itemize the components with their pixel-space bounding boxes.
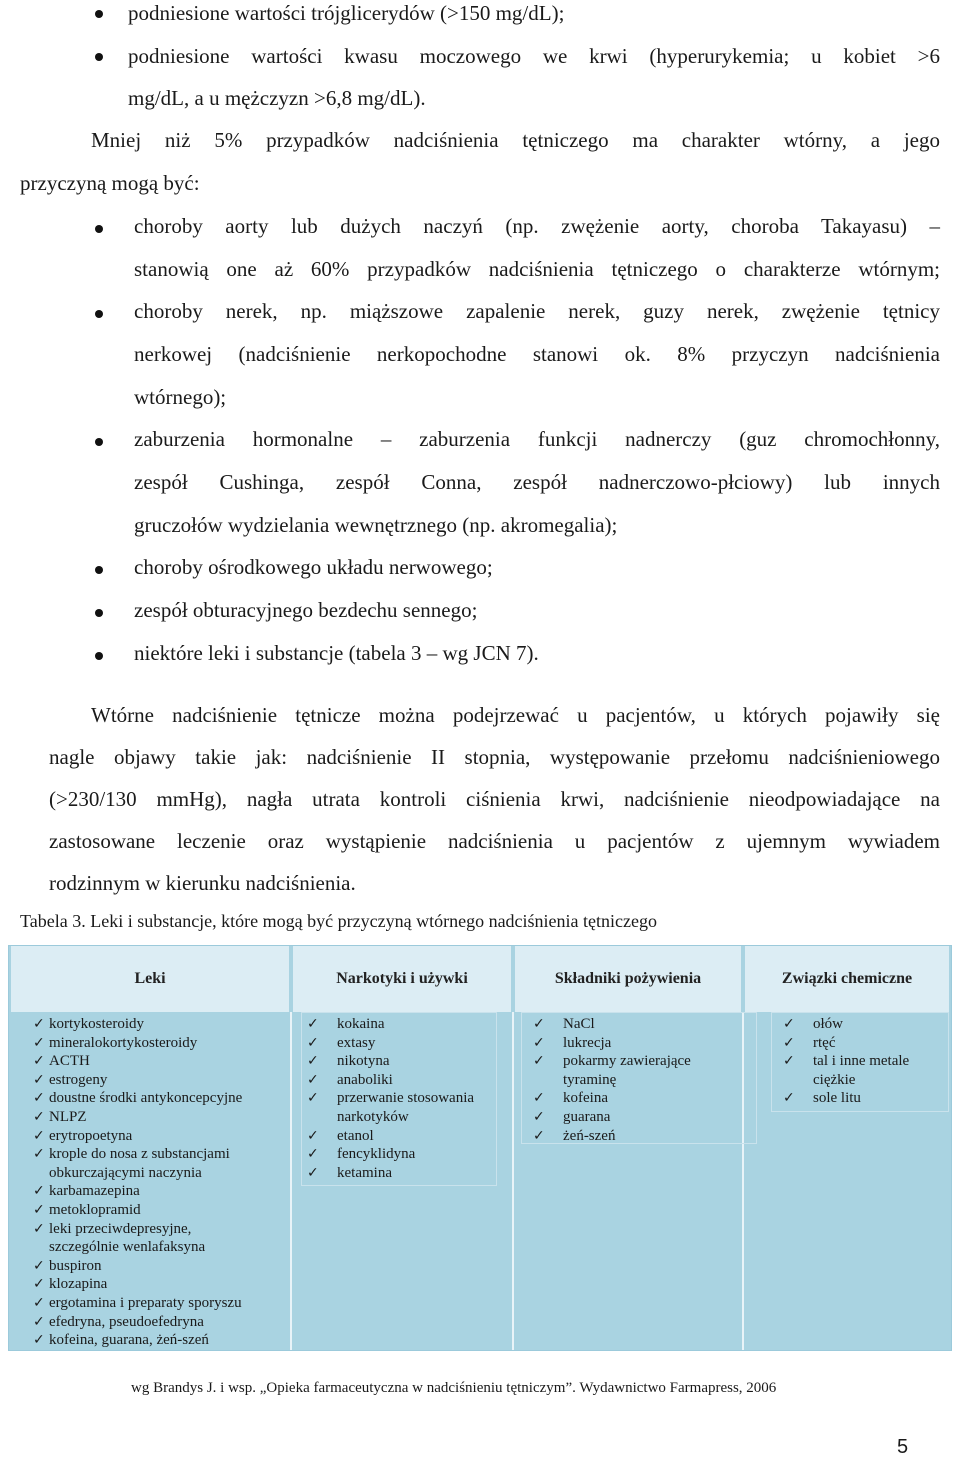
table-item-text: guarana (563, 1108, 611, 1125)
table-list-item (33, 1015, 285, 1034)
paragraph-line: (>230/130 mmHg), nagła utrata kontroli ciśnienia krwi, nadciśnienie nieodpowiadające na (49, 787, 940, 811)
table-item-text: ciężkie (813, 1071, 856, 1088)
column-narkotyki-list (307, 1015, 507, 1182)
checkmark-icon: ✓ (307, 1127, 319, 1144)
cause-text: zaburzenia hormonalne – zaburzenia funkcji nadnerczy (guz chromochłonny, (134, 427, 940, 451)
checkmark-icon: ✓ (33, 1071, 45, 1088)
paragraph-line: zastosowane leczenie oraz wystąpienie nadciśnienia u pacjentów z ujemnym wywiadem (49, 829, 940, 853)
column-divider (290, 1012, 292, 1350)
table-list-item (33, 1257, 285, 1276)
table-item-text: ketamina (337, 1164, 392, 1181)
checkmark-icon: ✓ (533, 1090, 545, 1107)
table-list-item (533, 1089, 743, 1108)
table-item-text: etanol (337, 1127, 374, 1144)
table-header-leki: Leki (11, 946, 289, 1012)
substances-table (8, 945, 952, 1351)
table-item-text: narkotyków (337, 1108, 409, 1125)
cause-text: nerkowej (nadciśnienie nerkopochodne stanowi ok. 8% przyczyn nadciśnienia (134, 342, 940, 366)
cause-text: zespół Cushinga, zespół Conna, zespół nadnerczowo-płciowy) lub innych (134, 470, 940, 494)
checkmark-icon: ✓ (307, 1053, 319, 1070)
checkmark-icon: ✓ (33, 1146, 45, 1163)
table-item-text: rtęć (813, 1034, 836, 1051)
intro-line: przyczyną mogą być: (20, 171, 200, 195)
table-item-text: kokaina (337, 1016, 385, 1032)
table-header-zwiazki: Związki chemiczne (745, 946, 949, 1012)
checkmark-icon: ✓ (33, 1294, 45, 1311)
table-list-item (307, 1015, 507, 1034)
checkmark-icon: ✓ (33, 1090, 45, 1107)
table-list-item (307, 1089, 507, 1126)
table-header-narkotyki: Narkotyki i używki (293, 946, 511, 1012)
table-item-text: przerwanie stosowania (337, 1090, 475, 1107)
table-list-item (307, 1034, 507, 1053)
bullet-dot (95, 566, 103, 574)
intro-line: Mniej niż 5% przypadków nadciśnienia tętniczego ma charakter wtórny, a jego (91, 128, 940, 152)
table-item-text: ergotamina i preparaty sporyszu (49, 1294, 242, 1311)
table-list-item (33, 1313, 285, 1332)
table-item-text: kortykosteroidy (49, 1016, 144, 1032)
table-item-text: ACTH (49, 1053, 90, 1070)
checkmark-icon: ✓ (307, 1034, 319, 1051)
table-item-text: doustne środki antykoncepcyjne (49, 1090, 243, 1107)
checkmark-icon: ✓ (33, 1127, 45, 1144)
checkmark-icon: ✓ (533, 1127, 545, 1144)
table-item-text: tal i inne metale (813, 1053, 910, 1070)
checkmark-icon: ✓ (33, 1220, 45, 1237)
cause-text: stanowią one aż 60% przypadków nadciśnienia tętniczego o charakterze wtórnym; (134, 257, 940, 281)
table-header-skladniki: Składniki pożywienia (515, 946, 741, 1012)
table-item-text: kofeina, guarana, żeń-szeń (49, 1332, 209, 1349)
table-item-text: szczególnie wenlafaksyna (49, 1239, 206, 1256)
table-list-item (307, 1145, 507, 1164)
paragraph-line: nagle objawy takie jak: nadciśnienie II stopnia, występowanie przełomu nadciśnieniowego (49, 745, 940, 769)
table-list-item (33, 1201, 285, 1220)
table-item-text: nikotyna (337, 1053, 390, 1070)
table-item-text: ołów (813, 1016, 843, 1032)
bullet-dot (95, 53, 103, 61)
bullet-dot (95, 438, 103, 446)
table-item-text: żeń-szeń (563, 1127, 616, 1144)
table-list-item (33, 1331, 285, 1350)
bullet-dot (95, 609, 103, 617)
table-item-text: pokarmy zawierające (563, 1053, 691, 1070)
column-skladniki-list (533, 1015, 743, 1145)
table-list-item (33, 1052, 285, 1071)
bullet-dot (95, 652, 103, 660)
paragraph-line: Wtórne nadciśnienie tętnicze można podejrzewać u pacjentów, u których pojawiły się (91, 703, 940, 727)
checkmark-icon: ✓ (533, 1034, 545, 1051)
table-item-text: kofeina (563, 1090, 608, 1107)
table-item-text: obkurczającymi naczynia (49, 1164, 202, 1181)
table-item-text: klozapina (49, 1276, 108, 1293)
checkmark-icon: ✓ (307, 1071, 319, 1088)
table-source: wg Brandys J. i wsp. „Opieka farmaceutyczna w nadciśnieniu tętniczym”. Wydawnictwo Farmapress, 2006 (131, 1380, 777, 1396)
table-list-item (307, 1052, 507, 1071)
table-item-text: krople do nosa z substancjami (49, 1146, 230, 1163)
cause-text: choroby aorty lub dużych naczyń (np. zwężenie aorty, choroba Takayasu) – (134, 214, 940, 238)
table-list-item (33, 1071, 285, 1090)
cause-text: niektóre leki i substancje (tabela 3 – wg JCN 7). (134, 641, 539, 665)
table-list-item (783, 1034, 943, 1053)
table-list-item (33, 1182, 285, 1201)
table-list-item (783, 1052, 943, 1089)
table-item-text: leki przeciwdepresyjne, (49, 1220, 192, 1237)
table-item-text: metoklopramid (49, 1201, 141, 1218)
checkmark-icon: ✓ (33, 1257, 45, 1274)
checkmark-icon: ✓ (533, 1053, 545, 1070)
checkmark-icon: ✓ (33, 1313, 45, 1330)
checkmark-icon: ✓ (307, 1016, 319, 1032)
table-item-text: efedryna, pseudoefedryna (49, 1313, 204, 1330)
bullet-dot (95, 225, 103, 233)
table-list-item (533, 1108, 743, 1127)
table-list-item (533, 1127, 743, 1146)
table-list-item (33, 1127, 285, 1146)
checkmark-icon: ✓ (783, 1034, 795, 1051)
table-list-item (533, 1034, 743, 1053)
bullet-dot (95, 10, 103, 18)
table-item-text: extasy (337, 1034, 376, 1051)
table-list-item (307, 1071, 507, 1090)
table-item-text: NaCl (563, 1016, 595, 1032)
paragraph-line: rodzinnym w kierunku nadciśnienia. (49, 871, 356, 895)
checkmark-icon: ✓ (33, 1108, 45, 1125)
table-item-text: tyraminę (563, 1071, 617, 1088)
table-item-text: estrogeny (49, 1071, 108, 1088)
table-list-item (783, 1015, 943, 1034)
bullet-text-cont: mg/dL, a u mężczyzn >6,8 mg/dL). (128, 86, 426, 110)
column-divider (512, 1012, 514, 1350)
table-item-text: buspiron (49, 1257, 102, 1274)
table-list-item (33, 1089, 285, 1108)
table-item-text: erytropoetyna (49, 1127, 133, 1144)
table-caption: Tabela 3. Leki i substancje, które mogą być przyczyną wtórnego nadciśnienia tętniczego (20, 911, 657, 931)
checkmark-icon: ✓ (783, 1090, 795, 1107)
table-list-item (533, 1015, 743, 1034)
checkmark-icon: ✓ (33, 1276, 45, 1293)
checkmark-icon: ✓ (33, 1332, 45, 1349)
table-list-item (307, 1164, 507, 1183)
table-list-item (33, 1145, 285, 1182)
cause-text: choroby ośrodkowego układu nerwowego; (134, 555, 493, 579)
checkmark-icon: ✓ (33, 1201, 45, 1218)
table-list-item (33, 1275, 285, 1294)
column-zwiazki-list (783, 1015, 943, 1108)
table-item-text: anaboliki (337, 1071, 393, 1088)
table-item-text: lukrecja (563, 1034, 612, 1051)
table-list-item (533, 1052, 743, 1089)
checkmark-icon: ✓ (33, 1053, 45, 1070)
checkmark-icon: ✓ (783, 1016, 795, 1032)
cause-text: gruczołów wydzielania wewnętrznego (np. akromegalia); (134, 513, 618, 537)
bullet-text: podniesione wartości kwasu moczowego we krwi (hyperurykemia; u kobiet >6 (128, 44, 940, 68)
cause-text: zespół obturacyjnego bezdechu sennego; (134, 598, 478, 622)
bullet-text: podniesione wartości trójglicerydów (>150 mg/dL); (128, 1, 565, 25)
table-item-text: NLPZ (49, 1108, 87, 1125)
table-list-item (33, 1108, 285, 1127)
cause-text: wtórnego); (134, 385, 227, 409)
table-list-item (307, 1127, 507, 1146)
table-item-text: karbamazepina (49, 1183, 140, 1200)
checkmark-icon: ✓ (33, 1034, 45, 1051)
checkmark-icon: ✓ (307, 1146, 319, 1163)
table-list-item (33, 1294, 285, 1313)
table-item-text: sole litu (813, 1090, 861, 1107)
table-list-item (33, 1220, 285, 1257)
column-leki-list (33, 1015, 285, 1350)
checkmark-icon: ✓ (533, 1108, 545, 1125)
cause-text: choroby nerek, np. miąższowe zapalenie nerek, guzy nerek, zwężenie tętnicy (134, 299, 940, 323)
checkmark-icon: ✓ (533, 1016, 545, 1032)
table-list-item (33, 1034, 285, 1053)
checkmark-icon: ✓ (783, 1053, 795, 1070)
checkmark-icon: ✓ (33, 1016, 45, 1032)
page-number: 5 (897, 1436, 909, 1458)
checkmark-icon: ✓ (33, 1183, 45, 1200)
checkmark-icon: ✓ (307, 1164, 319, 1181)
bullet-dot (95, 310, 103, 318)
checkmark-icon: ✓ (307, 1090, 319, 1107)
table-item-text: mineralokortykosteroidy (49, 1034, 198, 1051)
table-item-text: fencyklidyna (337, 1146, 416, 1163)
table-list-item (783, 1089, 943, 1108)
